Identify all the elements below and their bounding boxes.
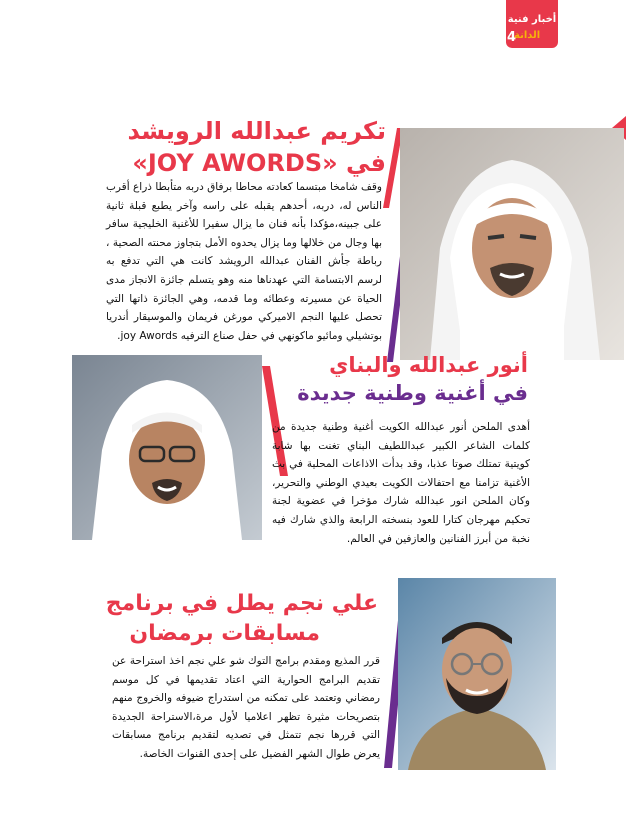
- portrait-illustration-3: [398, 578, 556, 770]
- photo-abdullah-ruwaished: [400, 128, 624, 360]
- article3-title-line1: علي نجم يطل في برنامج: [105, 591, 378, 616]
- article3-body: قرر المذيع ومقدم برامج التوك شو علي نجم اخذ استراحة عن تقديم البرامج الحوارية التي اعتاد تقديمها في كل موسم رمضاني وتعتمد على تمكنه من استدراج ضيوفه والخروج منهم بتصريحات مثيرة تظهر اعلاميا لأول مرة،الاستراحة الجديدة التي قررها نجم تتمثل في تصديه لتقديم برنامج مسابقات يعرض طوال الشهر الفضيل على إحدى القنوات الخاصة.: [112, 655, 380, 760]
- article1-title-line1: تكريم عبدالله الرويشد: [127, 117, 386, 145]
- portrait-illustration-2: [72, 355, 262, 540]
- article2-title-line1: أنور عبدالله والبناي: [329, 353, 528, 377]
- article3-title-line2: مسابقات برمضان: [129, 621, 320, 646]
- article2-title-line2: في أغنية وطنية جديدة: [297, 381, 528, 405]
- photo-anwar-abdullah: [72, 355, 262, 540]
- article1-title-line2: في «JOY AWORDS»: [132, 149, 386, 177]
- article1-body: وقف شامخا مبتسما كعادته محاطا برفاق دربه متأبطا ذراع أقرب الناس له، دربه، أحدهم يقبله على راسه وآخر يطبع قبلة ثانية على جبينه،مؤكدا بأنه فنان ما يزال سفيرا للأغنية الخليجية سافر بها وجال من خلالها وما يزال يحدوه الأمل بتجاوز محنته الصحية ، رباطة جأش الفنان عبدالله الرويشد كانت هي التي تدفع به لرسم الابتسامة التي عهدناها منه وهو يتسلم جائزة الانجاز مدى الحياة عن مسيرته وعطائه وما قدمه، وهي الجائزة ذاتها التي تحصل عليها النجم الاميركي مورغن فريمان والموسيقار أندريا بوتشيلي ومائيو ماكونهي في حفل صناع الترفيه joy Awords.: [106, 181, 382, 342]
- brand-logo: الدانة: [514, 30, 541, 41]
- section-label: أخبار فنية: [507, 14, 557, 25]
- photo-ali-najm: [398, 578, 556, 770]
- page-number: 34: [498, 30, 517, 45]
- article2-body: أهدى الملحن أنور عبدالله الكويت أغنية وطنية جديدة من كلمات الشاعر الكبير عبداللطيف البناي تغنت بها شابة كويتية تمتلك صوتا عذبا، وقد بدأت الاذاعات المحلية في بث الأغنية تزامنا مع احتفالات الكويت بعيدي الوطني والتحرير، وكان الملحن انور عبدالله شارك مؤخرا في عضوية لجنة تحكيم مهرجان كتارا للعود بنسخته الرابعة والذي شارك فيه نخبة من أبرز الفنانين والعازفين في العالم.: [272, 421, 530, 545]
- portrait-illustration-1: [400, 128, 624, 360]
